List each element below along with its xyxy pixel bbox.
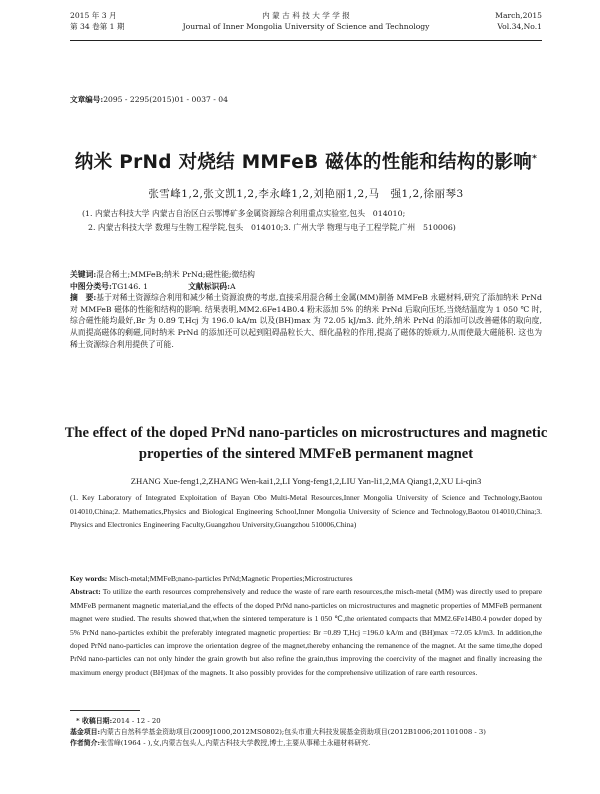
chinese-metadata	[70, 269, 542, 350]
english-keywords-label: Key words:	[70, 574, 108, 583]
chinese-affiliation-1: (1. 内蒙古科技大学 内蒙古自治区白云鄂博矿多金属资源综合利用重点实验室,包头 014010;	[82, 209, 406, 218]
classification	[70, 281, 542, 293]
chinese-title-text: 纳米 PrNd 对烧结 MMFeB 磁体的性能和结构的影响	[74, 152, 533, 173]
english-authors: ZHANG Xue-feng1,2,ZHANG Wen-kai1,2,LI Yong-feng1,2,LIU Yan-li1,2,MA Qiang1,2,XU Li-qin3	[130, 476, 482, 486]
english-abstract	[70, 585, 542, 679]
header-journal-cn: 内 蒙 古 科 技 大 学 学 报	[262, 11, 350, 20]
article-number	[70, 94, 228, 105]
clc-value: TG146. 1	[111, 281, 149, 291]
article-number-label: 文章编号:	[70, 95, 104, 104]
author-bio-label: 作者简介:	[70, 739, 101, 748]
english-abstract-label: Abstract:	[70, 587, 101, 597]
header-rule	[70, 40, 542, 41]
doc-code-value: A	[229, 281, 236, 291]
fund-text: 内蒙古自然科学基金资助项目(2009J1000,2012MS0802);包头市重大科技发展基金资助项目(2012B1006;201101008 - 3)	[100, 728, 486, 737]
header-volume-en: Vol.34,No.1	[497, 22, 542, 31]
author-bio	[70, 738, 542, 749]
chinese-abstract	[70, 292, 542, 350]
chinese-affiliation-2: 2. 内蒙古科技大学 数理与生物工程学院,包头 014010;3. 广州大学 物理与电子工程学院,广州 510006)	[88, 222, 456, 232]
clc-label: 中图分类号:	[70, 281, 112, 291]
header-volume-cn: 第 34 卷第 1 期	[70, 22, 125, 31]
chinese-keywords-text: 混合稀土;MMFeB;纳米 PrNd;磁性能;微结构	[96, 270, 255, 279]
doc-code-label: 文献标识码:	[188, 281, 230, 291]
author-bio-text: 张雪峰(1964 - ),女,内蒙古包头人,内蒙古科技大学教授,博士,主要从事稀土永磁材料研究.	[100, 739, 371, 748]
title-footnote-mark: *	[532, 153, 538, 164]
received-label: * 收稿日期:	[76, 717, 113, 725]
article-number-value: 2095 - 2295(2015)01 - 0037 - 04	[103, 95, 228, 104]
header-journal-en: Journal of Inner Mongolia University of Science and Technology	[182, 22, 430, 31]
chinese-keywords-label: 关键词:	[70, 270, 97, 279]
received-date	[70, 716, 542, 727]
received-value: 2014 - 12 - 20	[112, 717, 161, 725]
english-affiliations: (1. Key Laboratory of Integrated Exploitation of Bayan Obo Multi-Metal Resources,Inner Mongolia University of Science and Technology,Baotou 014010,China;2. Mathematics,Physics and Biological Engineering School,Inner Mongolia University of Science and Technology,Baotou 014010,China;3. Physics and Electronics Engineering Faculty,Guangzhou University,Guangzhou 510006,China)	[70, 493, 542, 529]
header-right	[495, 10, 542, 32]
english-title: The effect of the doped PrNd nano-particles on microstructures and magnetic properties of the sintered MMFeB permanent magnet	[64, 425, 548, 462]
footnote	[70, 716, 542, 750]
chinese-abstract-label: 摘 要:	[70, 293, 97, 303]
chinese-authors: 张雪峰1,2,张文凯1,2,李永峰1,2,刘艳丽1,2,马 强1,2,徐丽琴3	[148, 188, 464, 200]
english-abstract-text: To utilize the earth resources comprehensively and reduce the waste of rare earth resources,the misch-metal (MM) was directly used to prepare MMFeB permanent magnetic material,and the effects of the doped PrNd nano-particles on microstructures and magnetic properties of MMFeB permanent magnet were studied. The results showed that,when the sintered temperature is 1 050 ℃,the orientated compacts that MM2.6Fe14B0.4 powder doped by 5% PrNd nano-particles exhibit the preferably integrated magnetic properties: Br =0.89 T,Hcj =196.0 kA/m and (BH)max =72.05 kJ/m3. In addition,the doped PrNd nano-particles can improve the orientation degree of the magnet,thereby enhancing the remanence of the magnet. At the same time,the doped PrNd nano-particles can not only hinder the grain growth but also refine the grain,thus improving the coercivity of the magnet and finally increasing the maximum energy product (BH)max of the magnets. It also possibly provides for the comprehensive utilization of rare earth resources.	[70, 587, 542, 677]
header-date: 2015 年 3 月	[70, 11, 117, 20]
fund-info	[70, 727, 542, 738]
running-header	[70, 10, 542, 44]
header-center	[70, 10, 542, 32]
chinese-abstract-text: 基于对稀土资源综合利用和减少稀土资源浪费的考虑,直接采用混合稀土金属(MM)制备 MMFeB 永磁材料,研究了添加纳米 PrNd 对 MMFeB 磁体的性能和结构的影响. 结果表明,MM2.6Fe14B0.4 粉末添加 5% 的纳米 PrNd 后取向压坯,当烧结温度为 1 050 ℃ 时,综合磁性能均最好,Br 为 0.89 T,Hcj 为 196.0 kA/m 以及(BH)max 为 72.05 kJ/m3. 此外,纳米 PrNd 的添加可以改善磁体的取向度,从而提高磁体的剩磁,同时纳米 PrNd 的添加还可以起到阻碍晶粒长大、细化晶粒的作用,提高了磁体的矫顽力,从而使最大磁能积. 这也为稀土资源综合利用提供了可能.	[70, 293, 542, 349]
english-metadata	[70, 572, 542, 679]
chinese-title	[60, 148, 552, 174]
header-date-en: March,2015	[495, 11, 542, 20]
fund-label: 基金项目:	[70, 728, 101, 737]
footnote-rule	[70, 710, 140, 711]
chinese-affiliations	[82, 207, 542, 234]
english-keywords	[70, 572, 542, 585]
chinese-keywords	[70, 269, 542, 281]
english-keywords-text: Misch-metal;MMFeB;nano-particles PrNd;Magnetic Properties;Microstructures	[109, 574, 353, 583]
